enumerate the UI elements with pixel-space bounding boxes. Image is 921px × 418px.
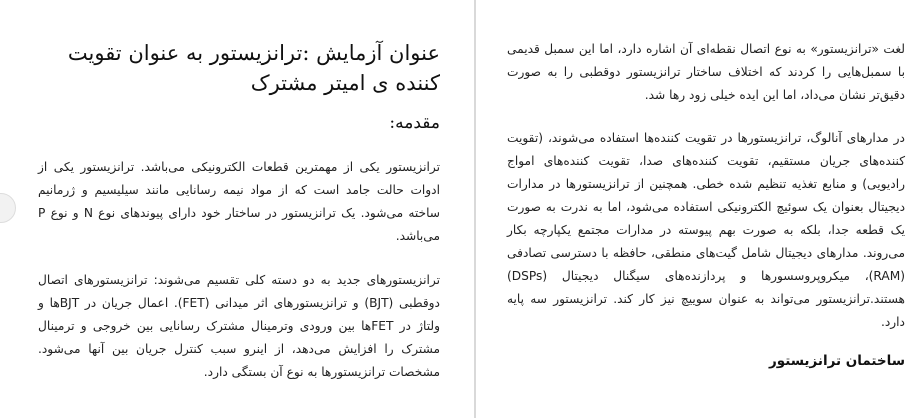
document-title: عنوان آزمایش :ترانزیستور به عنوان تقویت کننده ی امیتر مشترک [67, 41, 440, 95]
document-page-right [476, 0, 921, 418]
section-heading-structure: ساختمان ترانزیستور [768, 353, 905, 369]
page-scroll-handle[interactable] [0, 193, 16, 223]
right-page-content [507, 38, 905, 372]
paragraph-symbol-history: لغت «ترانزیستور» به نوع اتصال نقطه‌ای آن اشاره دارد، اما این سمبل قدیمی با سمبل‌هایی را کردند که اختلاف ساختار ترانزیستور دوقطبی را به صورت دقیق‌تر نشان می‌داد، اما این ایده خیلی زود رها شد. [507, 42, 905, 102]
paragraph-applications: در مدارهای آنالوگ، ترانزیستورها در تقویت کننده‌ها استفاده می‌شوند، (تقویت کننده‌های جریان مستقیم، تقویت کننده‌های صدا، تقویت کننده‌های امواج رادیویی) و منابع تغذیه تنظیم شده خطی. همچنین از ترانزیستورها در مدارات دیجیتال بعنوان یک سوئیچ الکترونیکی استفاده می‌شود، اما به ندرت به صورت یک قطعه جدا، بلکه به صورت بهم پیوسته در مدارات مجتمع یکپارچه بکار می‌روند. مدارهای دیجیتال شامل گیت‌های منطقی، حافظه با دسترسی تصادفی (RAM)، میکروپروسسورها و پردازنده‌های سیگنال دیجیتال (DSPs) هستند.ترانزیستور می‌تواند به عنوان سوییچ نیز کار کند. ترانزیستور سه پایه دارد. [507, 131, 905, 329]
paragraph-intro: ترانزیستور یکی از مهمترین قطعات الکترونیکی می‌باشد. ترانزیستور یکی از ادوات حالت جامد است که از مواد نیمه رسانایی مانند سیلیسیم و ژرمانیم ساخته می‌شود. یک ترانزیستور در ساختار خود دارای پیوندهای نوع N و نوع P می‌باشد. [38, 160, 440, 243]
intro-heading: مقدمه: [389, 113, 440, 133]
left-page-content [38, 38, 440, 384]
paragraph-transistor-types: ترانزیستورهای جدید به دو دسته کلی تقسیم می‌شوند: ترانزیستورهای اتصال دوقطبی (BJT) و ترانزیستورهای اثر میدانی (FET). اعمال جریان در BJTها و ولتاژ در FETها بین ورودی وترمینال مشترک رسانایی بین خروجی و ترمینال مشترک را افزایش می‌دهد، از اینرو سبب کنترل جریان بین آنها می‌شود. مشخصات ترانزیستورها به نوع آن بستگی دارد. [38, 273, 441, 379]
